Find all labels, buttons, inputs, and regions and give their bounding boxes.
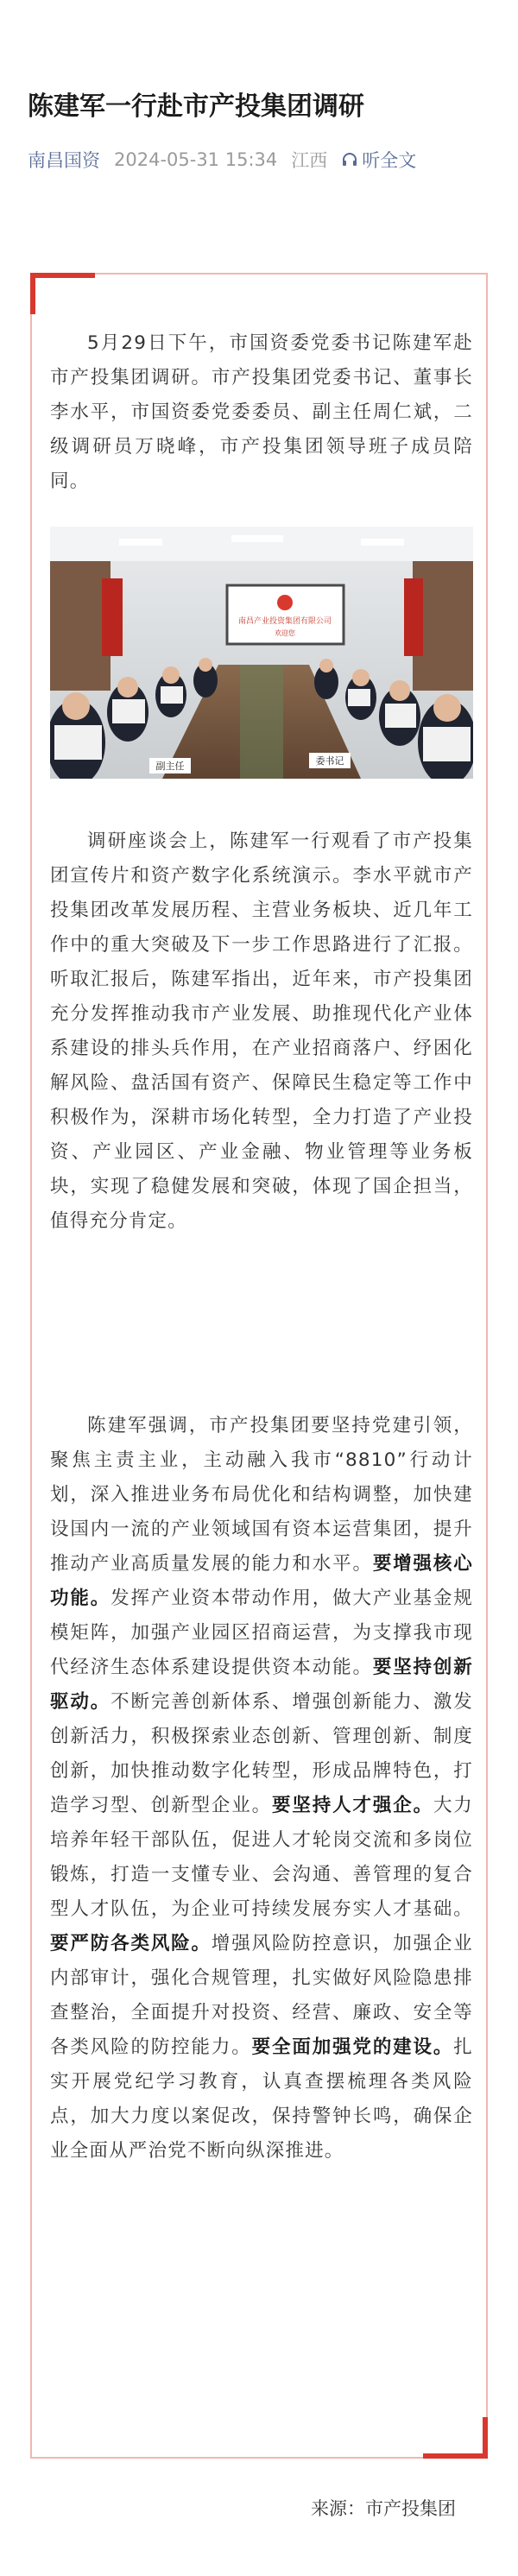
- paragraph-2: 调研座谈会上，陈建军一行观看了市产投集团宣传片和资产数字化系统演示。李水平就市产投集团改革发展历程、主营业务板块、近几年工作中的重大突破及下一步工作思路进行了汇报。听取汇报后，陈建军指出，近年来，市产投集团充分发挥推动我市产业发展、助推现代化产业体系建设的排头兵作用，在产业招商落户、纾困化解风险、盘活国有资产、保障民生稳定等工作中积极作为，深耕市场化转型，全力打造了产业投资、产业园区、产业金融、物业管理等业务板块，实现了稳健发展和突破，体现了国企担当，值得充分肯定。: [50, 830, 473, 1232]
- p3-detail-5: 扎实开展党纪学习教育，认真查摆梳理各类风险点，加大力度以案促改，保持警钟长鸣，确保企业全面从严治党不断向纵深推进。: [50, 2036, 473, 2162]
- p3-detail-2: 不断完善创新体系、增强创新能力、激发创新活力，积极探索业态创新、管理创新、制度创新，加快推动数字化转型，形成品牌特色，打造学习型、创新型企业。: [50, 1691, 473, 1816]
- paragraph-3: [50, 1409, 473, 2169]
- p3-detail-3: 大力培养年轻干部队伍，促进人才轮岗交流和多岗位锻炼，打造一支懂专业、会沟通、善管理的复合型人才队伍，为企业可持续发展夯实人才基础。: [50, 1795, 474, 1920]
- nameplate-left: 副主任: [155, 761, 185, 772]
- p3-key-point-5: 要全面加强党的建设。: [251, 2036, 454, 2058]
- publish-date: 2024-05-31 15:34: [114, 149, 278, 170]
- frame-corner-top: [30, 273, 95, 278]
- p3-detail-1: 发挥产业资本带动作用，做大产业基金规模矩阵，加强产业园区招商运营，为支撑我市现代经济生态体系建设提供资本动能。: [50, 1588, 473, 1678]
- frame-corner-left: [30, 273, 35, 314]
- screen-welcome-text: 欢迎您: [275, 629, 295, 637]
- paragraph-1: 5月29日下午，市国资委党委书记陈建军赴市产投集团调研。市产投集团党委书记、董事长李水平，市国资委党委委员、副主任周仁斌，二级调研员万晓峰，市产投集团领导班子成员陪同。: [50, 332, 473, 492]
- nameplate-right: 委书记: [315, 755, 344, 767]
- region-label: 江西: [291, 150, 328, 171]
- p3-key-point-1: 要增强核心功能。: [50, 1553, 473, 1609]
- screen-title-text: 南昌产业投资集团有限公司: [237, 617, 332, 626]
- article-title: 陈建军一行赴市产投集团调研: [28, 92, 364, 122]
- source-credit: 来源：市产投集团: [311, 2498, 456, 2519]
- frame-corner-bottom: [423, 2453, 488, 2459]
- listen-label: 听全文: [362, 150, 417, 171]
- headphone-icon: [341, 151, 358, 168]
- p3-key-point-3: 要坚持人才强企。: [272, 1795, 433, 1816]
- article-meta: [28, 147, 416, 173]
- p3-key-point-2: 要坚持创新驱动。: [50, 1657, 473, 1713]
- p3-detail-4: 增强风险防控意识，加强企业内部审计，强化合规管理，扎实做好风险隐患排查整治，全面提升对投资、经营、廉政、安全等各类风险的防控能力。: [50, 1933, 473, 2058]
- meeting-photo-illustration: [50, 527, 473, 779]
- source-account-link[interactable]: 南昌国资: [28, 150, 100, 171]
- frame-corner-right: [483, 2417, 488, 2459]
- p3-key-point-4: 要严防各类风险。: [50, 1933, 212, 1954]
- p3-intro: 陈建军强调，市产投集团要坚持党建引领，聚焦主责主业，主动融入我市“8810”行动计划，深入推进业务布局优化和结构调整，加快建设国内一流的产业领域国有资本运营集团，提升推动产业高质量发展的能力和水平。: [50, 1415, 473, 1575]
- listen-button[interactable]: [341, 147, 416, 173]
- meeting-photo[interactable]: [50, 527, 473, 779]
